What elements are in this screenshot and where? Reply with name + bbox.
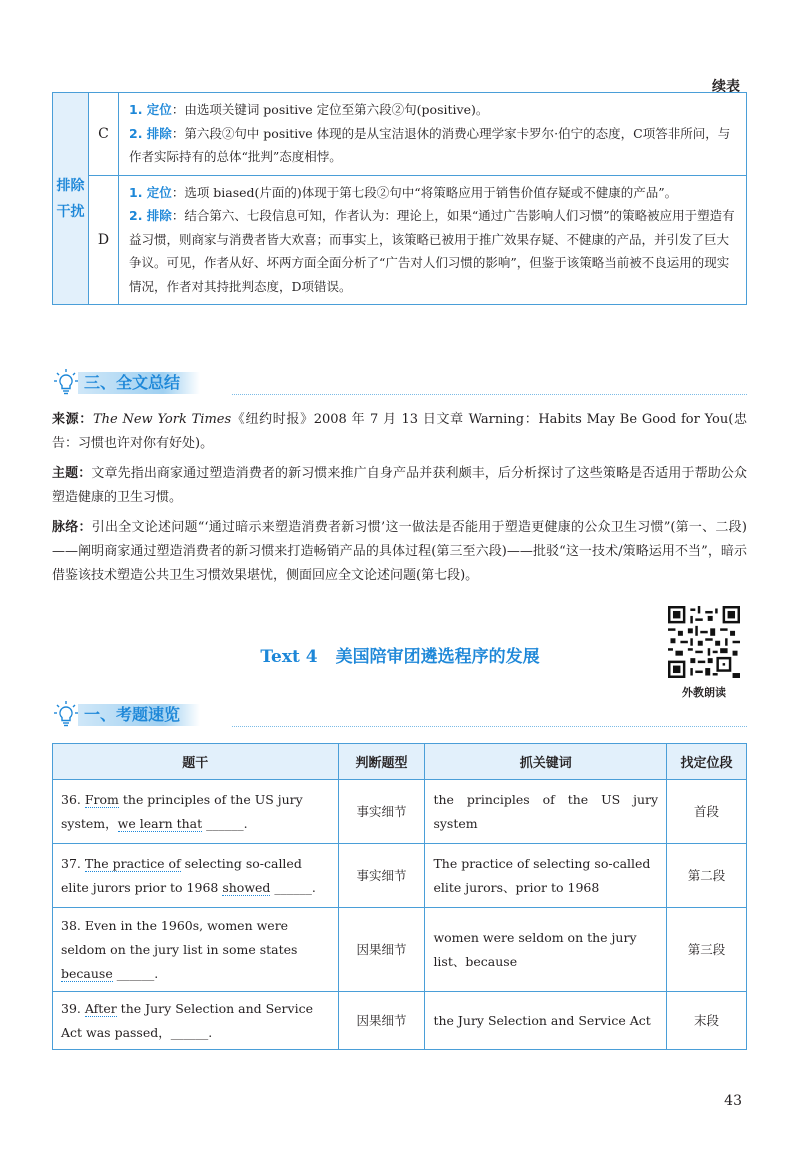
point-label: 2. 排除 — [129, 208, 172, 223]
table-row — [53, 992, 747, 1050]
col-header-type: 判断题型 — [338, 744, 425, 780]
question-stem: 37. The practice of selecting so-called elite jurors prior to 1968 showed ______. — [53, 844, 339, 908]
context-label: 脉络： — [52, 520, 92, 535]
table-row — [53, 780, 747, 844]
question-keywords: the Jury Selection and Service Act — [425, 992, 667, 1050]
summary-heading — [52, 366, 747, 400]
table-row — [53, 844, 747, 908]
page-number: 43 — [724, 1093, 742, 1109]
source-label: 来源： — [52, 412, 93, 427]
summary-theme — [52, 462, 747, 510]
summary-context — [52, 516, 747, 588]
qr-code-icon[interactable] — [668, 606, 740, 678]
category-cell — [53, 93, 89, 305]
text4-label: Text 4 — [260, 647, 318, 667]
question-type: 因果细节 — [338, 908, 425, 992]
col-header-paragraph: 找定位段 — [667, 744, 747, 780]
question-stem: 38. Even in the 1960s, women were seldom on the jury list in some states because ______. — [53, 908, 339, 992]
category-label: 排除 干扰 — [56, 177, 85, 220]
text4-name: 美国陪审团遴选程序的发展 — [335, 647, 540, 667]
question-paragraph: 第三段 — [667, 908, 747, 992]
question-paragraph: 首段 — [667, 780, 747, 844]
question-paragraph: 第二段 — [667, 844, 747, 908]
col-header-stem: 题干 — [53, 744, 339, 780]
source-italic: The New York Times — [92, 412, 232, 427]
summary-source — [52, 408, 747, 456]
option-d: D — [89, 175, 119, 305]
lightbulb-icon — [54, 368, 78, 396]
source-text: 《纽约时报》2008 年 7 月 13 日文章 Warning：Habits May Be Good for You(忠告：习惯也许对你有好处)。 — [52, 412, 747, 451]
question-paragraph: 末段 — [667, 992, 747, 1050]
theme-label: 主题： — [52, 466, 92, 481]
point-text: ：第六段②句中 positive 体现的是从宝洁退休的消费心理学家卡罗尔·伯宁的态度，C项答非所问，与作者实际持有的总体“批判”态度相悖。 — [129, 125, 731, 164]
option-c: C — [89, 93, 119, 176]
question-keywords: women were seldom on the jury list、because — [425, 908, 667, 992]
option-d-analysis — [119, 175, 747, 305]
question-type: 因果细节 — [338, 992, 425, 1050]
point-text: ：选项 biased(片面的)体现于第七段②句中“将策略应用于销售价值存疑或不健康的产品”。 — [171, 184, 678, 200]
question-stem: 39. After the Jury Selection and Service Act was passed，______. — [53, 992, 339, 1050]
point-text: ：由选项关键词 positive 定位至第六段②句(positive)。 — [171, 102, 489, 117]
col-header-keywords: 抓关键词 — [425, 744, 667, 780]
question-type: 事实细节 — [338, 780, 425, 844]
section-title: 三、全文总结 — [84, 373, 181, 392]
question-type: 事实细节 — [338, 844, 425, 908]
table-row — [53, 908, 747, 992]
table-row — [53, 93, 747, 176]
table-header-row — [53, 744, 747, 780]
exclusion-table — [52, 92, 747, 305]
qr-label: 外教朗读 — [682, 686, 726, 699]
question-stem: 36. From the principles of the US jury system，we learn that ______. — [53, 780, 339, 844]
question-keywords: the principles of the US jury system — [425, 780, 667, 844]
section-title: 一、考题速览 — [84, 705, 181, 724]
lightbulb-icon — [54, 700, 78, 728]
context-text: 引出全文论述问题“‘通过暗示来塑造消费者新习惯’这一做法是否能用于塑造更健康的公众卫生习惯”(第一、二段)——阐明商家通过塑造消费者的新习惯来打造畅销产品的具体过程(第三至六段)——批驳“这一技术/策略运用不当”，暗示借鉴该技术塑造公共卫生习惯效果堪忧，侧面回应全文论述问题(第七段)。 — [52, 520, 747, 583]
option-c-analysis — [119, 93, 747, 176]
point-label: 2. 排除 — [129, 125, 172, 141]
table-row — [53, 175, 747, 305]
overview-heading — [52, 698, 747, 732]
point-label: 1. 定位 — [129, 184, 172, 200]
overview-table — [52, 743, 747, 1050]
continued-label: 续表 — [712, 79, 740, 95]
point-text: ：结合第六、七段信息可知，作者认为：理论上，如果“通过广告影响人们习惯”的策略被应用于塑造有益习惯，则商家与消费者皆大欢喜；而事实上，该策略已被用于推广效果存疑、不健康的产品，并引发了巨大争议。可见，作者从好、坏两方面全面分析了“广告对人们习惯的影响”，但鉴于该策略当前被不良运用的现实情况，作者对其持批判态度，D项错误。 — [129, 208, 735, 294]
theme-text: 文章先指出商家通过塑造消费者的新习惯来推广自身产品并获利颇丰，后分析探讨了这些策略是否适用于帮助公众塑造健康的卫生习惯。 — [52, 466, 747, 505]
question-keywords: The practice of selecting so-called elite jurors、prior to 1968 — [425, 844, 667, 908]
point-label: 1. 定位 — [129, 102, 172, 117]
